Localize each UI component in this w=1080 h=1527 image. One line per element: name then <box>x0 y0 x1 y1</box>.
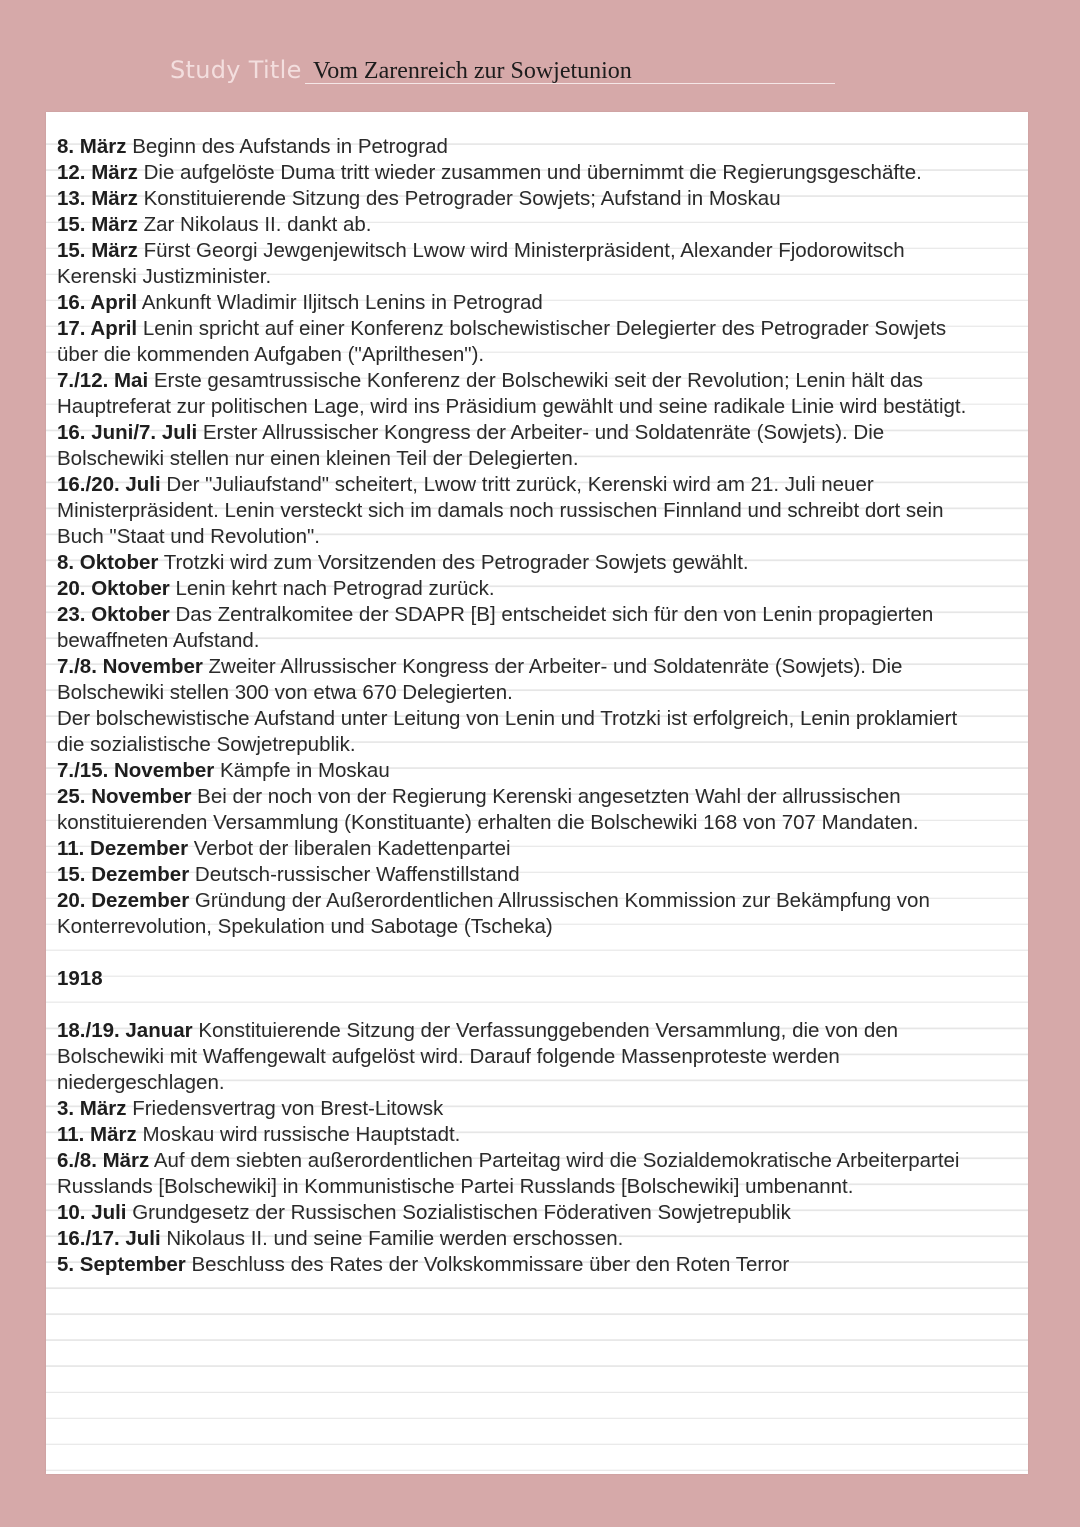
timeline-entry <box>57 836 982 862</box>
entry-date: 16./17. Juli <box>57 1227 161 1250</box>
entry-text: Friedensvertrag von Brest-Litowsk <box>126 1097 444 1120</box>
timeline-entry <box>57 238 982 290</box>
timeline-entry <box>57 888 982 940</box>
timeline-entry <box>57 1200 982 1226</box>
entry-text: Erste gesamtrussische Konferenz der Bolschewiki seit der Revolution; Lenin hält das Hauptreferat zur politischen Lage, wird ins Präsidium gewählt und seine radikale Linie wird bestätigt. <box>57 369 967 418</box>
entry-date: 8. März <box>57 135 127 158</box>
timeline-entry <box>57 472 982 550</box>
entry-text: Gründung der Außerordentlichen Allrussischen Kommission zur Bekämpfung von Konterrevolution, Spekulation und Sabotage (Tscheka) <box>57 889 930 938</box>
entry-date: 6./8. März <box>57 1149 150 1172</box>
timeline-entry <box>57 290 982 316</box>
entry-date: 12. März <box>57 161 138 184</box>
timeline-entry <box>57 784 982 836</box>
entry-date: 7./15. November <box>57 759 215 782</box>
entry-text: Zar Nikolaus II. dankt ab. <box>137 213 372 236</box>
entry-text: Verbot der liberalen Kadettenpartei <box>188 837 511 860</box>
timeline-entry <box>57 212 982 238</box>
entry-text: Beginn des Aufstands in Petrograd <box>126 135 448 158</box>
timeline-entry <box>57 862 982 888</box>
timeline-content <box>57 134 982 1278</box>
entry-date: 20. Oktober <box>57 577 170 600</box>
timeline-entry <box>57 1096 982 1122</box>
timeline-entry <box>57 1226 982 1252</box>
entry-date: 3. März <box>57 1097 127 1120</box>
entry-date: 16. Juni/7. Juli <box>57 421 198 444</box>
timeline-entry <box>57 1252 982 1278</box>
entry-text: Zweiter Allrussischer Kongress der Arbeiter- und Soldatenräte (Sowjets). Die Bolschewiki stellen 300 von etwa 670 Delegierten. <box>57 655 903 704</box>
timeline-entry <box>57 186 982 212</box>
entry-date: 10. Juli <box>57 1201 127 1224</box>
entry-text: Der "Juliaufstand" scheitert, Lwow tritt zurück, Kerenski wird am 21. Juli neuer Ministerpräsident. Lenin versteckt sich im damals noch russischen Finnland und schreibt dort sein Buch "Staat und Revolution". <box>57 473 944 548</box>
entry-text: Konstituierende Sitzung des Petrograder Sowjets; Aufstand in Moskau <box>137 187 781 210</box>
entry-text: Bei der noch von der Regierung Kerenski angesetzten Wahl der allrussischen konstituierenden Versammlung (Konstituante) erhalten die Bolschewiki 168 von 707 Mandaten. <box>57 785 919 834</box>
entry-text: Die aufgelöste Duma tritt wieder zusammen und übernimmt die Regierungsgeschäfte. <box>137 161 922 184</box>
entry-text: Kämpfe in Moskau <box>214 759 390 782</box>
timeline-1917 <box>57 134 982 940</box>
entry-text: Moskau wird russische Hauptstadt. <box>136 1123 461 1146</box>
entry-date: 8. Oktober <box>57 551 159 574</box>
entry-text: Grundgesetz der Russischen Sozialistischen Föderativen Sowjetrepublik <box>126 1201 791 1224</box>
entry-date: 15. März <box>57 213 138 236</box>
timeline-entry <box>57 706 982 758</box>
entry-text: Lenin spricht auf einer Konferenz bolschewistischer Delegierter des Petrograder Sowjets über die kommenden Aufgaben ("Aprilthesen"). <box>57 317 947 366</box>
spacer <box>57 992 982 1018</box>
entry-text: Trotzki wird zum Vorsitzenden des Petrograder Sowjets gewählt. <box>158 551 749 574</box>
year-heading-1918: 1918 <box>57 967 103 990</box>
entry-date: 5. September <box>57 1253 186 1276</box>
entry-date: 20. Dezember <box>57 889 190 912</box>
timeline-entry <box>57 1148 982 1200</box>
study-title-label: Study Title <box>170 56 302 84</box>
entry-text: Das Zentralkomitee der SDAPR [B] entscheidet sich für den von Lenin propagierten bewaffneten Aufstand. <box>57 603 934 652</box>
entry-date: 25. November <box>57 785 192 808</box>
timeline-entry <box>57 316 982 368</box>
entry-text: Fürst Georgi Jewgenjewitsch Lwow wird Ministerpräsident, Alexander Fjodorowitsch Kerenski Justizminister. <box>57 239 905 288</box>
spacer <box>57 940 982 966</box>
entry-date: 23. Oktober <box>57 603 170 626</box>
timeline-entry <box>57 602 982 654</box>
entry-text: Nikolaus II. und seine Familie werden erschossen. <box>160 1227 624 1250</box>
entry-date: 16. April <box>57 291 138 314</box>
timeline-entry <box>57 160 982 186</box>
timeline-entry <box>57 550 982 576</box>
entry-text: Beschluss des Rates der Volkskommissare über den Roten Terror <box>185 1253 790 1276</box>
entry-text: Erster Allrussischer Kongress der Arbeiter- und Soldatenräte (Sowjets). Die Bolschewiki stellen nur einen kleinen Teil der Delegierten. <box>57 421 885 470</box>
entry-text: Konstituierende Sitzung der Verfassunggebenden Versammlung, die von den Bolschewiki mit Waffengewalt aufgelöst wird. Darauf folgende Massenproteste werden niedergeschlagen. <box>57 1019 899 1094</box>
entry-date: 15. Dezember <box>57 863 190 886</box>
timeline-entry <box>57 1122 982 1148</box>
entry-date: 11. Dezember <box>57 837 189 860</box>
entry-text: Ankunft Wladimir Iljitsch Lenins in Petrograd <box>137 291 543 314</box>
entry-text: Lenin kehrt nach Petrograd zurück. <box>169 577 495 600</box>
entry-date: 18./19. Januar <box>57 1019 193 1042</box>
study-header <box>170 52 835 88</box>
entry-date: 13. März <box>57 187 138 210</box>
entry-text: Der bolschewistische Aufstand unter Leitung von Lenin und Trotzki ist erfolgreich, Lenin proklamiert die sozialistische Sowjetrepublik. <box>57 707 958 756</box>
timeline-entry <box>57 368 982 420</box>
timeline-1918 <box>57 1018 982 1278</box>
entry-date: 17. April <box>57 317 138 340</box>
timeline-entry <box>57 134 982 160</box>
entry-text: Deutsch-russischer Waffenstillstand <box>189 863 520 886</box>
entry-date: 15. März <box>57 239 138 262</box>
timeline-entry <box>57 1018 982 1096</box>
timeline-entry <box>57 654 982 706</box>
timeline-entry <box>57 576 982 602</box>
entry-date: 16./20. Juli <box>57 473 161 496</box>
entry-date: 11. März <box>57 1123 137 1146</box>
study-title-text: Vom Zarenreich zur Sowjetunion <box>313 58 632 84</box>
timeline-entry <box>57 758 982 784</box>
timeline-entry <box>57 420 982 472</box>
entry-date: 7./12. Mai <box>57 369 149 392</box>
entry-date: 7./8. November <box>57 655 203 678</box>
entry-text: Auf dem siebten außerordentlichen Parteitag wird die Sozialdemokratische Arbeiterpartei Russlands [Bolschewiki] in Kommunistische Partei Russlands [Bolschewiki] umbenannt. <box>57 1149 960 1198</box>
